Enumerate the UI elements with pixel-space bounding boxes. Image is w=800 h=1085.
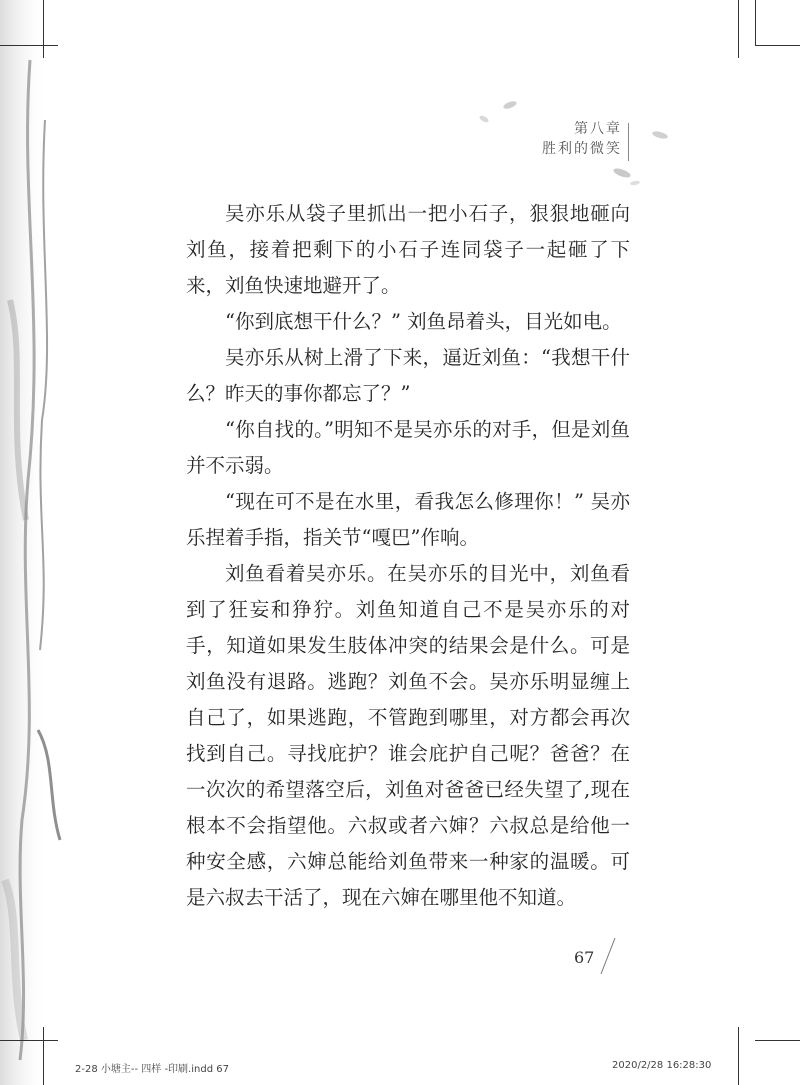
body-text <box>186 196 630 916</box>
crop-mark <box>755 0 756 45</box>
paragraph: 吴亦乐从袋子里抓出一把小石子，狠狠地砸向刘鱼，接着把剩下的小石子连同袋子一起砸了下来，刘鱼快速地避开了。 <box>186 202 630 297</box>
paragraph: “现在可不是在水里，看我怎么修理你！” 吴亦乐捏着手指，指关节“嘎巴”作响。 <box>186 490 630 549</box>
slug-filename: 2-28 小塘主-- 四样 -印刷.indd 67 <box>75 1064 229 1075</box>
paragraph: 刘鱼看着吴亦乐。在吴亦乐的目光中，刘鱼看到了狂妄和狰狞。刘鱼知道自己不是吴亦乐的对手，知道如果发生肢体冲突的结果会是什么。可是刘鱼没有退路。逃跑？刘鱼不会。吴亦乐明显缠上自己了，如果逃跑，不管跑到哪里，对方都会再次找到自己。寻找庇护？谁会庇护自己呢？爸爸？在一次次的希望落空后，刘鱼对爸爸已经失望了,现在根本不会指望他。六叔或者六婶？六叔总是给他一种安全感，六婶总能给刘鱼带来一种家的温暖。可是六叔去干活了，现在六婶在哪里他不知道。 <box>186 562 630 909</box>
crop-mark <box>738 0 739 58</box>
paragraph: “你到底想干什么？” 刘鱼昂着头，目光如电。 <box>225 310 622 333</box>
header-rule <box>628 123 629 161</box>
page-number: 67 <box>574 948 595 967</box>
ink-wash-illustration <box>0 0 75 1085</box>
crop-mark <box>0 1040 58 1041</box>
crop-mark <box>0 45 58 46</box>
chapter-number: 第八章 <box>574 121 622 137</box>
chapter-title: 胜利的微笑 <box>542 141 622 157</box>
crop-mark <box>755 45 800 46</box>
crop-mark <box>755 1040 800 1041</box>
crop-mark <box>43 0 44 58</box>
crop-mark <box>738 1027 739 1085</box>
paragraph: “你自找的。”明知不是吴亦乐的对手，但是刘鱼并不示弱。 <box>186 418 630 477</box>
chapter-header <box>542 119 622 159</box>
crop-mark <box>43 1027 44 1085</box>
page-number-slash <box>597 936 617 976</box>
paragraph: 吴亦乐从树上滑了下来，逼近刘鱼：“我想干什么？昨天的事你都忘了？” <box>186 346 630 405</box>
slug-timestamp: 2020/2/28 16:28:30 <box>612 1060 712 1071</box>
